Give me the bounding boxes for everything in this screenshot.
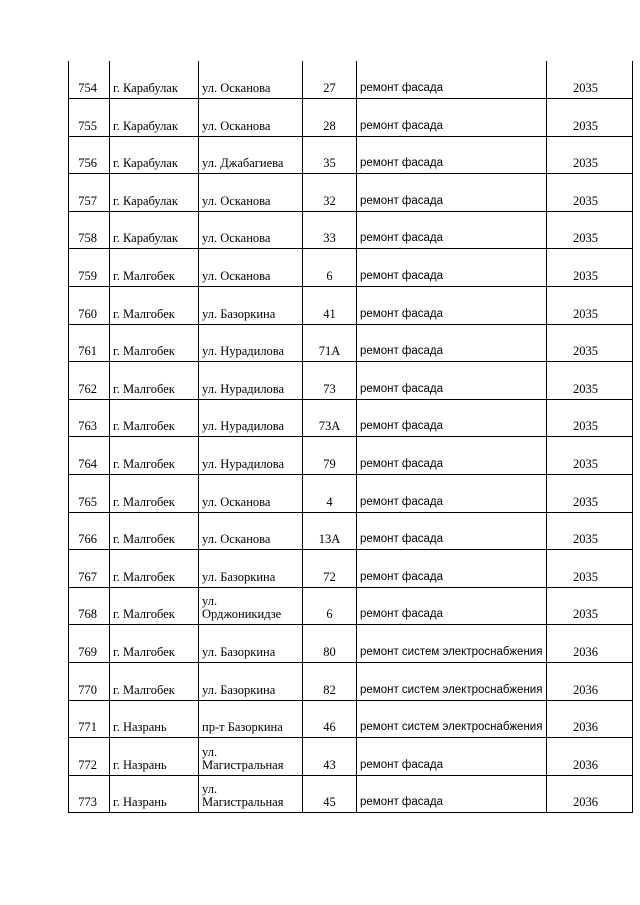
year-cell: 2036 [547, 625, 633, 663]
house-number-cell: 33 [303, 211, 357, 249]
year-cell: 2035 [547, 399, 633, 437]
house-number-cell: 13А [303, 512, 357, 550]
table-row [69, 287, 633, 325]
city-cell: г. Малгобек [110, 324, 199, 362]
work-type-cell: ремонт фасада [357, 738, 547, 776]
house-number-cell: 73А [303, 399, 357, 437]
street-cell: ул. Осканова [199, 211, 303, 249]
house-number-cell: 72 [303, 550, 357, 588]
street-cell: ул. Нурадилова [199, 437, 303, 475]
table-row [69, 211, 633, 249]
work-type-cell: ремонт фасада [357, 587, 547, 625]
table-row [69, 700, 633, 738]
work-type-cell: ремонт фасада [357, 287, 547, 325]
row-number-cell: 766 [69, 512, 110, 550]
city-cell: г. Малгобек [110, 475, 199, 513]
work-type-cell: ремонт фасада [357, 512, 547, 550]
city-cell: г. Назрань [110, 700, 199, 738]
city-cell: г. Малгобек [110, 287, 199, 325]
house-number-cell: 32 [303, 174, 357, 212]
city-cell: г. Назрань [110, 775, 199, 813]
table-row [69, 324, 633, 362]
city-cell: г. Малгобек [110, 587, 199, 625]
table-row [69, 663, 633, 701]
city-cell: г. Карабулак [110, 99, 199, 137]
city-cell: г. Карабулак [110, 61, 199, 99]
street-cell: ул. Магистральная [199, 738, 303, 776]
house-number-cell: 4 [303, 475, 357, 513]
table-row [69, 475, 633, 513]
row-number-cell: 767 [69, 550, 110, 588]
city-cell: г. Малгобек [110, 249, 199, 287]
year-cell: 2035 [547, 287, 633, 325]
city-cell: г. Назрань [110, 738, 199, 776]
row-number-cell: 770 [69, 663, 110, 701]
house-number-cell: 41 [303, 287, 357, 325]
street-cell: ул. Базоркина [199, 663, 303, 701]
work-type-cell: ремонт систем электроснабжения [357, 663, 547, 701]
table-body [69, 61, 633, 813]
row-number-cell: 761 [69, 324, 110, 362]
table-row [69, 437, 633, 475]
work-type-cell: ремонт фасада [357, 362, 547, 400]
street-cell: ул. Базоркина [199, 287, 303, 325]
street-cell: ул. Орджоникидзе [199, 587, 303, 625]
year-cell: 2035 [547, 362, 633, 400]
table-row [69, 362, 633, 400]
table-row [69, 625, 633, 663]
city-cell: г. Малгобек [110, 399, 199, 437]
street-cell: ул. Осканова [199, 512, 303, 550]
year-cell: 2036 [547, 700, 633, 738]
year-cell: 2036 [547, 663, 633, 701]
year-cell: 2036 [547, 775, 633, 813]
house-number-cell: 27 [303, 61, 357, 99]
house-number-cell: 35 [303, 136, 357, 174]
street-cell: ул. Базоркина [199, 625, 303, 663]
city-cell: г. Карабулак [110, 136, 199, 174]
row-number-cell: 772 [69, 738, 110, 776]
table-row [69, 512, 633, 550]
work-type-cell: ремонт фасада [357, 775, 547, 813]
house-number-cell: 46 [303, 700, 357, 738]
work-type-cell: ремонт фасада [357, 399, 547, 437]
work-type-cell: ремонт фасада [357, 61, 547, 99]
table-row [69, 587, 633, 625]
row-number-cell: 757 [69, 174, 110, 212]
table-row [69, 61, 633, 99]
city-cell: г. Малгобек [110, 625, 199, 663]
row-number-cell: 762 [69, 362, 110, 400]
row-number-cell: 765 [69, 475, 110, 513]
work-type-cell: ремонт систем электроснабжения [357, 700, 547, 738]
year-cell: 2035 [547, 437, 633, 475]
row-number-cell: 769 [69, 625, 110, 663]
house-number-cell: 80 [303, 625, 357, 663]
house-number-cell: 82 [303, 663, 357, 701]
year-cell: 2035 [547, 136, 633, 174]
row-number-cell: 755 [69, 99, 110, 137]
table-row [69, 775, 633, 813]
year-cell: 2036 [547, 738, 633, 776]
house-number-cell: 28 [303, 99, 357, 137]
work-type-cell: ремонт фасада [357, 174, 547, 212]
work-type-cell: ремонт фасада [357, 211, 547, 249]
city-cell: г. Малгобек [110, 550, 199, 588]
street-cell: пр-т Базоркина [199, 700, 303, 738]
city-cell: г. Малгобек [110, 362, 199, 400]
house-number-cell: 45 [303, 775, 357, 813]
table-row [69, 174, 633, 212]
city-cell: г. Малгобек [110, 663, 199, 701]
city-cell: г. Малгобек [110, 437, 199, 475]
street-cell: ул. Осканова [199, 475, 303, 513]
year-cell: 2035 [547, 512, 633, 550]
work-type-cell: ремонт фасада [357, 324, 547, 362]
street-cell: ул. Джабагиева [199, 136, 303, 174]
house-number-cell: 79 [303, 437, 357, 475]
row-number-cell: 773 [69, 775, 110, 813]
street-cell: ул. Нурадилова [199, 324, 303, 362]
house-number-cell: 71А [303, 324, 357, 362]
row-number-cell: 763 [69, 399, 110, 437]
house-number-cell: 43 [303, 738, 357, 776]
table-row [69, 550, 633, 588]
street-cell: ул. Магистральная [199, 775, 303, 813]
work-type-cell: ремонт фасада [357, 99, 547, 137]
work-type-cell: ремонт фасада [357, 475, 547, 513]
work-type-cell: ремонт систем электроснабжения [357, 625, 547, 663]
repair-schedule-table [68, 61, 633, 813]
row-number-cell: 764 [69, 437, 110, 475]
work-type-cell: ремонт фасада [357, 437, 547, 475]
row-number-cell: 759 [69, 249, 110, 287]
row-number-cell: 768 [69, 587, 110, 625]
table-row [69, 249, 633, 287]
street-cell: ул. Осканова [199, 249, 303, 287]
city-cell: г. Карабулак [110, 211, 199, 249]
street-cell: ул. Нурадилова [199, 362, 303, 400]
work-type-cell: ремонт фасада [357, 136, 547, 174]
table-row [69, 136, 633, 174]
street-cell: ул. Нурадилова [199, 399, 303, 437]
city-cell: г. Малгобек [110, 512, 199, 550]
work-type-cell: ремонт фасада [357, 249, 547, 287]
row-number-cell: 758 [69, 211, 110, 249]
year-cell: 2035 [547, 324, 633, 362]
year-cell: 2035 [547, 61, 633, 99]
row-number-cell: 771 [69, 700, 110, 738]
street-cell: ул. Осканова [199, 61, 303, 99]
row-number-cell: 754 [69, 61, 110, 99]
row-number-cell: 760 [69, 287, 110, 325]
row-number-cell: 756 [69, 136, 110, 174]
year-cell: 2035 [547, 550, 633, 588]
year-cell: 2035 [547, 587, 633, 625]
year-cell: 2035 [547, 174, 633, 212]
year-cell: 2035 [547, 249, 633, 287]
street-cell: ул. Базоркина [199, 550, 303, 588]
table-row [69, 99, 633, 137]
work-type-cell: ремонт фасада [357, 550, 547, 588]
year-cell: 2035 [547, 99, 633, 137]
table-row [69, 399, 633, 437]
street-cell: ул. Осканова [199, 174, 303, 212]
house-number-cell: 6 [303, 587, 357, 625]
year-cell: 2035 [547, 211, 633, 249]
house-number-cell: 6 [303, 249, 357, 287]
table-row [69, 738, 633, 776]
year-cell: 2035 [547, 475, 633, 513]
house-number-cell: 73 [303, 362, 357, 400]
street-cell: ул. Осканова [199, 99, 303, 137]
city-cell: г. Карабулак [110, 174, 199, 212]
